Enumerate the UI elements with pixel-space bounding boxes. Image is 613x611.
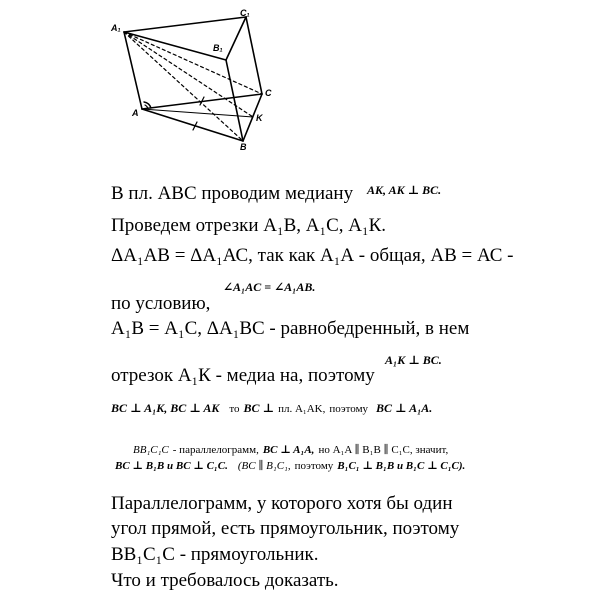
label-k: K (256, 113, 263, 123)
edge-a-b (142, 109, 243, 141)
line7-part-c: BC ⊥ (243, 401, 275, 415)
text-line-6: отрезок А₁К - медиа на, поэтому (111, 365, 375, 386)
line8-part-c: BC ⊥ A₁A, (262, 444, 315, 456)
label-c1: C₁ (240, 8, 250, 18)
line8-part-b: - параллелограмм, (172, 444, 259, 456)
label-a1: A₁ (111, 23, 121, 33)
text-line-2: Проведем отрезки А₁В, А₁С, А₁К. (111, 215, 387, 236)
edge-a1-a (124, 32, 142, 109)
line9-part-c: поэтому (294, 460, 334, 472)
label-a: A (132, 108, 139, 118)
text-line-5: А₁В = А₁С, ΔА₁ВС - равнобедренный, в нем (111, 318, 470, 339)
label-b: B (240, 142, 247, 152)
edge-b1-b (226, 60, 243, 141)
line8-part-d: но A₁A ∥ B₁B ∥ C₁C, значит, (318, 444, 449, 456)
line7-part-f: BC ⊥ A₁A. (376, 401, 433, 415)
text-line-11: угол прямой, есть прямоугольник, поэтому (111, 518, 460, 539)
text-line-1: В пл. АВС проводим медиану (111, 183, 354, 204)
text-line-4: по условию, (111, 293, 211, 314)
line8-part-a: BB₁C₁C (133, 444, 169, 456)
segment-a1-c (124, 32, 262, 94)
edge-a1-c1 (124, 17, 246, 32)
formula-angles: ∠A₁AC = ∠A₁AB. (223, 280, 316, 294)
line9-part-d: B₁C₁ ⊥ B₁B и B₁C ⊥ C₁C). (337, 460, 466, 472)
text-line-13: Что и требовалось доказать. (111, 570, 339, 591)
label-b1: B₁ (213, 43, 223, 53)
edge-c1-c (246, 17, 262, 94)
text-line-10: Параллелограмм, у которого хотя бы один (111, 493, 453, 514)
line7-part-d: пл. A₁AK, (278, 403, 326, 415)
text-line-3: ΔА₁АВ = ΔА₁АС, так как А₁А - общая, АВ = АС - (111, 245, 514, 266)
text-line-7 (111, 399, 432, 417)
line9-part-a: BC ⊥ B₁B и BC ⊥ C₁C. (115, 460, 228, 472)
text-line-12: ВВ₁С₁С - прямоугольник. (111, 544, 319, 565)
line9-part-b: (BC ∥ B₁C₁, (237, 460, 291, 472)
text-line-9 (115, 456, 465, 474)
formula-median: AK, AK ⊥ BC. (367, 183, 442, 197)
line7-part-b: то (229, 403, 240, 415)
prism-figure (100, 5, 300, 155)
line7-part-e: поэтому (329, 403, 369, 415)
edge-b1-c1 (226, 17, 246, 60)
line7-part-a: BC ⊥ A₁K, BC ⊥ AK (111, 401, 220, 415)
label-c: C (265, 88, 272, 98)
formula-a1k: A₁K ⊥ BC. (385, 353, 442, 367)
